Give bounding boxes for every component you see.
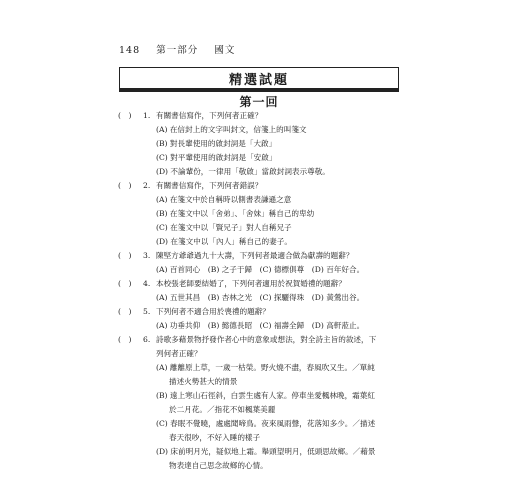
option: (B) 在箋文中以「舍弟」、「舍妹」稱自己的卑幼 — [156, 209, 315, 218]
question-number: 1. — [143, 111, 151, 120]
question-number: 2. — [143, 181, 151, 190]
option: (D) 床前明月光，疑似地上霜。舉頭望明月，低頭思故鄉。／藉景 — [156, 447, 376, 456]
question-stem: 有關書信寫作，下列何者正確？ — [156, 111, 263, 120]
option: (D) 不論輩份，一律用「敬啟」當啟封詞表示尊敬。 — [156, 167, 330, 176]
question-number: 5. — [143, 307, 151, 316]
option: (C) 在箋文中以「賢兄子」對人自稱兄子 — [156, 223, 292, 232]
question-stem: 本校張老師要結婚了，下列何者適用於祝賀婚禮的題辭？ — [156, 279, 346, 288]
subject-label: 國文 — [214, 45, 236, 56]
answer-blank: ( ) — [118, 181, 132, 190]
section-heading: 第一回 — [239, 95, 279, 109]
question-stem: 陳堅方爺爺過九十大壽，下列何者最適合做為獻壽的題辭？ — [156, 251, 354, 260]
option: (A) 功垂共仰 (B) 懿德長昭 (C) 福壽全歸 (D) 高軒蒞止。 — [156, 321, 365, 330]
answer-blank: ( ) — [118, 251, 132, 260]
option-continued: 物表達自己思念故鄉的心情。 — [169, 461, 268, 470]
answer-blank: ( ) — [118, 335, 132, 344]
title-underline — [119, 89, 399, 92]
option: (A) 在信封上的文字叫封文，信箋上的叫箋文 — [156, 125, 307, 134]
option: (D) 在箋文中以「內人」稱自己的妻子。 — [156, 237, 292, 246]
question-stem: 有關書信寫作，下列何者錯誤？ — [156, 181, 263, 190]
option-continued: 春天很吵，不好入睡的樣子 — [169, 433, 261, 442]
page-title: 精選試題 — [119, 67, 399, 89]
option-continued: 於二月花。／指花不如楓葉美麗 — [169, 405, 276, 414]
option: (B) 對長輩使用的啟封詞是「大啟」 — [156, 139, 277, 148]
running-header — [119, 42, 235, 56]
answer-blank: ( ) — [118, 307, 132, 316]
question-number: 3. — [143, 251, 151, 260]
question-stem: 詩歌多藉景物抒發作者心中的意象或想法，對全詩主旨的敘述，下 — [156, 335, 377, 344]
answer-blank: ( ) — [118, 279, 132, 288]
option: (A) 離離原上草，一歲一枯榮。野火燒不盡，春風吹又生。／單純 — [156, 363, 375, 372]
option: (A) 百首同心 (B) 之子于歸 (C) 德標俱尊 (D) 百年好合。 — [156, 265, 365, 274]
question-number: 4. — [143, 279, 151, 288]
option-continued: 描述火勢甚大的情景 — [169, 377, 238, 386]
page-number: 148 — [119, 45, 141, 56]
question-stem: 下列何者不適合用於喪禮的題辭？ — [156, 307, 270, 316]
option: (A) 五世其昌 (B) 杏林之光 (C) 探驪得珠 (D) 黃鶯出谷。 — [156, 293, 365, 302]
option: (A) 在箋文中於自稱時以側書表謙遜之意 — [156, 195, 292, 204]
question-stem-continued: 列何者正確？ — [156, 349, 202, 358]
option: (C) 對平輩使用的啟封詞是「安啟」 — [156, 153, 277, 162]
option: (B) 遠上寒山石徑斜，白雲生處有人家。停車坐愛楓林晚，霜葉紅 — [156, 391, 375, 400]
part-label: 第一部分 — [156, 45, 199, 56]
question-number: 6. — [143, 335, 151, 344]
option: (C) 春眠不覺曉，處處聞啼鳥。夜來風雨聲，花落知多少。／描述 — [156, 419, 376, 428]
answer-blank: ( ) — [118, 111, 132, 120]
